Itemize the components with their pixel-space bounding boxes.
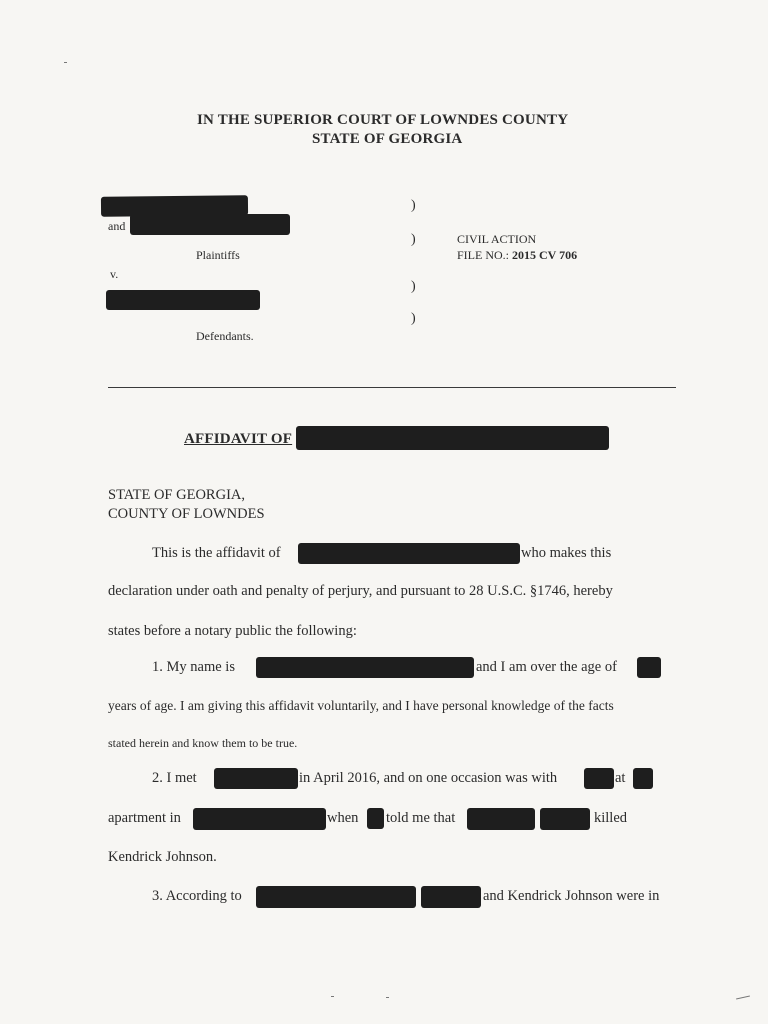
redacted-names-p2a: [467, 808, 535, 830]
scan-speck: [64, 62, 67, 63]
redacted-person-p3a: [256, 886, 416, 908]
and-label: and: [108, 219, 126, 233]
defendants-label: Defendants.: [196, 329, 254, 343]
para2-line2-d: killed: [594, 810, 628, 826]
para2-b: in April 2016, and on one occasion was with: [299, 770, 558, 786]
caption-paren-2: ): [411, 232, 416, 247]
para3-b: and Kendrick Johnson were in: [483, 888, 660, 904]
redacted-defendant: [106, 290, 260, 310]
scan-speck: [331, 996, 334, 997]
para2-c: at: [615, 770, 626, 786]
para1-line-2: years of age. I am giving this affidavit voluntarily, and I have personal knowledge of the facts: [108, 698, 614, 713]
versus-label: v.: [110, 267, 119, 281]
plaintiffs-label: Plaintiffs: [196, 248, 240, 262]
file-no: [457, 248, 577, 263]
intro-line-1a: This is the affidavit of: [152, 545, 281, 561]
venue-county: COUNTY OF LOWNDES: [108, 506, 265, 522]
redacted-plaintiff-2: [130, 214, 290, 235]
file-no-label: FILE NO.:: [457, 248, 509, 262]
intro-line-3: states before a notary public the following:: [108, 623, 357, 639]
intro-line-1b: who makes this: [521, 545, 612, 561]
redacted-person-p3b: [421, 886, 481, 908]
para2-line-3: Kendrick Johnson.: [108, 849, 217, 865]
redacted-affiant-name: [298, 543, 520, 564]
caption-paren-1: ): [411, 198, 416, 213]
redacted-names-p2b: [540, 808, 590, 830]
affidavit-title: AFFIDAVIT OF: [184, 431, 293, 447]
intro-line-2: declaration under oath and penalty of perjury, and pursuant to 28 U.S.C. §1746, hereby: [108, 583, 613, 599]
para2-a: 2. I met: [152, 770, 197, 786]
redacted-person-p2: [214, 768, 298, 789]
para1-a: 1. My name is: [152, 659, 235, 675]
caption-divider: [108, 387, 676, 388]
redacted-age: [637, 657, 661, 678]
redacted-person-p2b: [584, 768, 614, 789]
file-no-value: 2015 CV 706: [512, 248, 578, 262]
para1-line-3: stated herein and know them to be true.: [108, 736, 298, 750]
redacted-place-p2: [633, 768, 653, 789]
venue-state: STATE OF GEORGIA,: [108, 487, 245, 503]
state-title: STATE OF GEORGIA: [312, 131, 463, 147]
para1-b: and I am over the age of: [476, 659, 617, 675]
para2-line2-b: when: [327, 810, 359, 826]
scan-speck: [386, 997, 389, 998]
redacted-city-p2: [193, 808, 326, 830]
para2-line2-a: apartment in: [108, 810, 181, 826]
redacted-affiant-title: [296, 426, 609, 450]
redacted-name-p1: [256, 657, 474, 678]
scan-speck: [736, 996, 750, 1000]
redacted-pronoun-p2: [367, 808, 384, 829]
caption-paren-4: ): [411, 311, 416, 326]
caption-paren-3: ): [411, 279, 416, 294]
para3-a: 3. According to: [152, 888, 242, 904]
court-title: IN THE SUPERIOR COURT OF LOWNDES COUNTY: [197, 112, 569, 128]
para2-line2-c: told me that: [386, 810, 456, 826]
civil-action-label: CIVIL ACTION: [457, 232, 537, 246]
